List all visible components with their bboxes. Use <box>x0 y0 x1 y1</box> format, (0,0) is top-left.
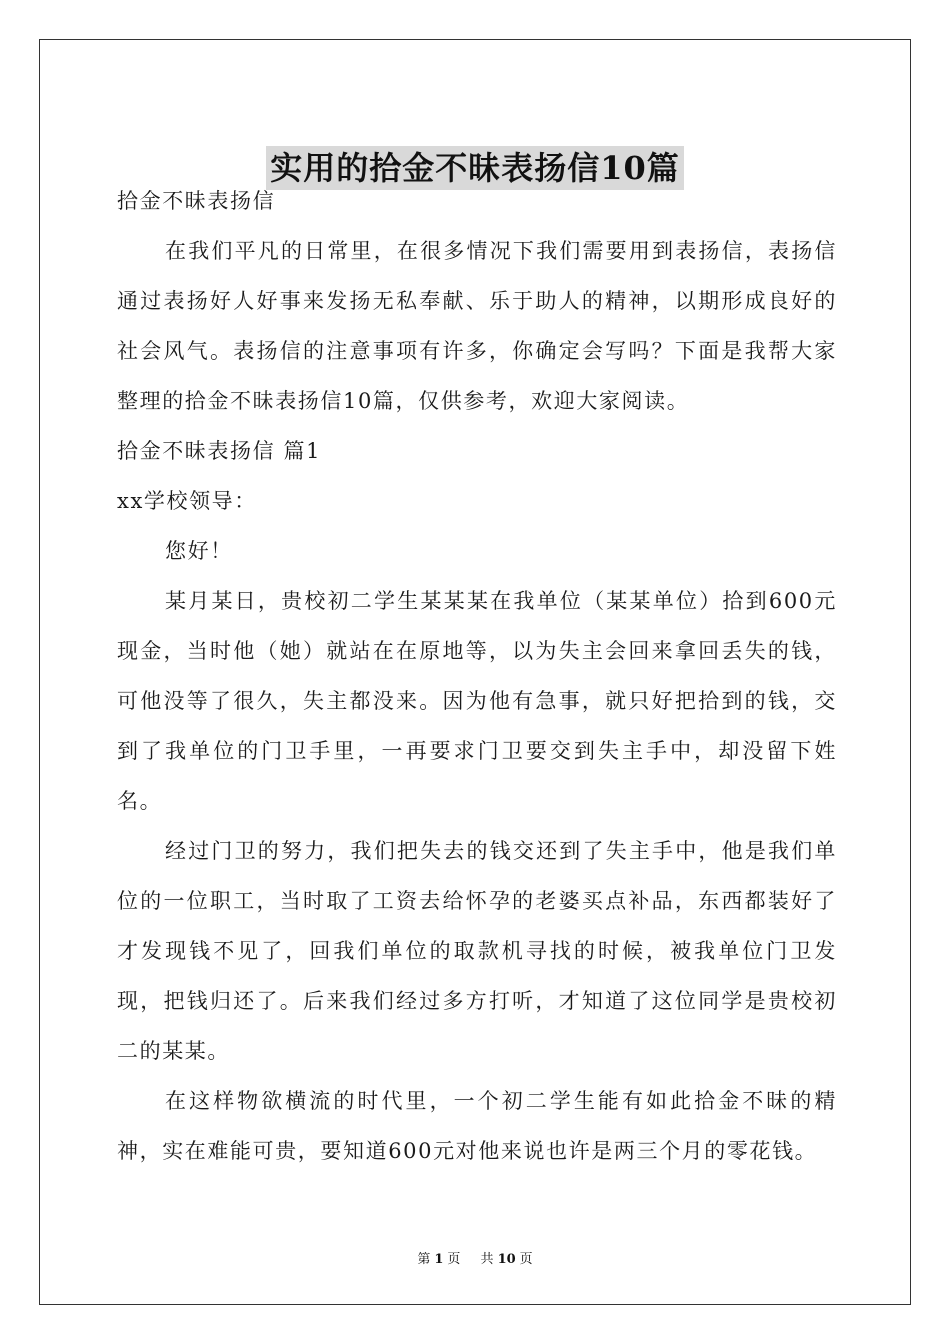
document-body <box>117 176 837 1176</box>
document-title: 实用的拾金不昧表扬信10篇 <box>266 146 684 190</box>
body-paragraph-1: 某月某日，贵校初二学生某某某在我单位（某某单位）拾到600元现金，当时他（她）就站在在原地等，以为失主会回来拿回丢失的钱，可他没等了很久，失主都没来。因为他有急事，就只好把拾到的钱，交到了我单位的门卫手里，一再要求门卫要交到失主手中，却没留下姓名。 <box>117 589 837 813</box>
body-paragraph-3: 在这样物欲横流的时代里，一个初二学生能有如此拾金不昧的精神，实在难能可贵，要知道600元对他来说也许是两三个月的零花钱。 <box>117 1089 837 1163</box>
document-subtitle: 拾金不昧表扬信 <box>117 189 276 213</box>
intro-paragraph: 在我们平凡的日常里，在很多情况下我们需要用到表扬信，表扬信通过表扬好人好事来发扬无私奉献、乐于助人的精神，以期形成良好的社会风气。表扬信的注意事项有许多，你确定会写吗？下面是我帮大家整理的拾金不昧表扬信10篇，仅供参考，欢迎大家阅读。 <box>117 239 837 413</box>
letter-salutation: xx学校领导： <box>117 489 257 513</box>
page-number: 第 1 页 <box>417 1252 461 1267</box>
page-footer <box>0 1248 950 1267</box>
body-paragraph-2: 经过门卫的努力，我们把失去的钱交还到了失主手中，他是我们单位的一位职工，当时取了工资去给怀孕的老婆买点补品，东西都装好了才发现钱不见了，回我们单位的取款机寻找的时候，被我单位门卫发现，把钱归还了。后来我们经过多方打听，才知道了这位同学是贵校初二的某某。 <box>117 839 837 1063</box>
section-heading: 拾金不昧表扬信 篇1 <box>117 439 322 463</box>
page-total: 共 10 页 <box>480 1252 533 1267</box>
letter-greeting: 您好！ <box>165 539 233 563</box>
